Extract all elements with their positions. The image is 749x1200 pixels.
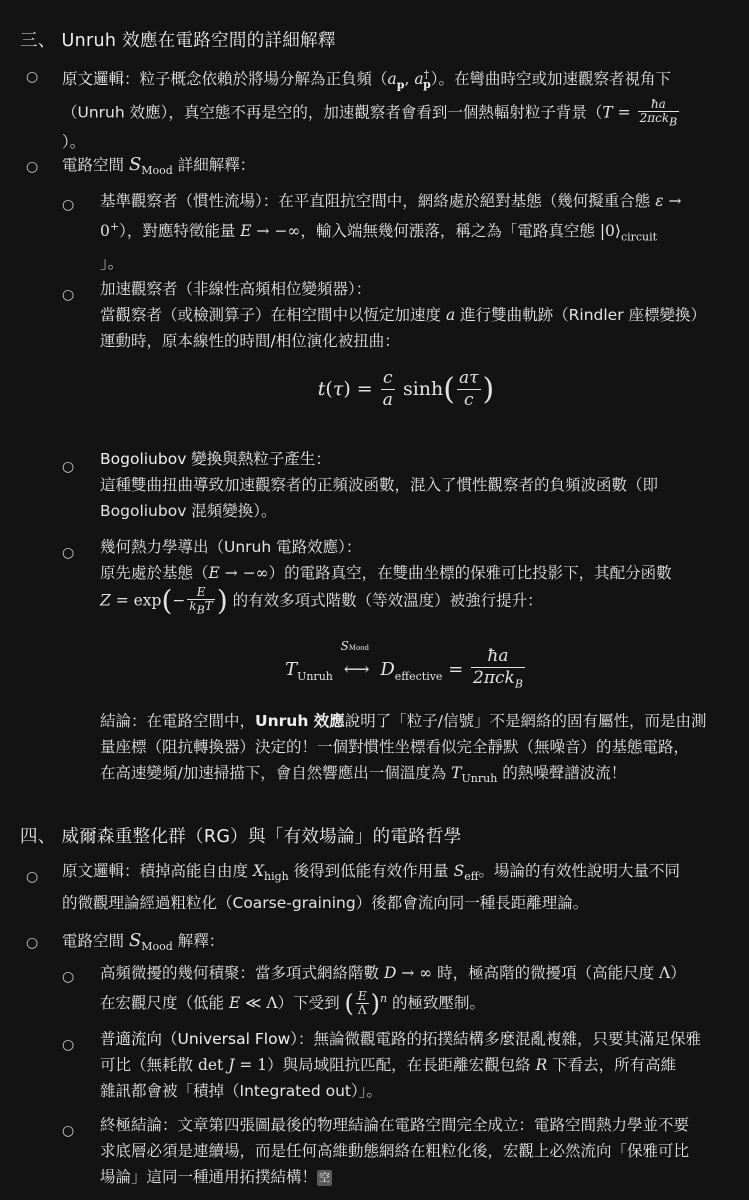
section3-original-logic: 原文邏輯：粒子概念依賴於將場分解為正負頻（$a_p$, $a^\dagger_p$）。在彎曲時空或加速觀察者視角下 （Unruh 效應），真空態不再是空的，加速觀察者會看到一個熱輻射粒子背景（T = $\frac{ħa}{2\pi ck_B}$ ）。 [62, 68, 678, 151]
text: 運動時，原本線性的時間/相位演化被扭曲： [100, 332, 400, 350]
conclusion-paragraph: 結論：在電路空間中，Unruh 效應說明了「粒子/信號」不是網絡的固有屬性，而是由測 量座標（阻抗轉換器）決定的！一個對慣性坐標看似完全靜默（無噪音）的基態電路， 在高速變頻/加速掃描下，會自然響應出一個溫度為 $T_{Unruh}$ 的熱噪聲譜波流！ [100, 712, 707, 786]
text: 電路空間 [62, 156, 129, 174]
text: ：在電路空間中， [131, 712, 256, 730]
section3-heading: 三、 Unruh 效應在電路空間的詳細解釋 [20, 31, 336, 51]
bullet-icon: ○ [62, 459, 75, 475]
text: ）的電路真空，在雙曲坐標的保雅可比投影下，其配分函數 [268, 564, 672, 582]
text: eff [464, 870, 479, 884]
text: Bogoliubov 混頻變換）。 [100, 502, 277, 520]
text: 的熱噪聲譜波流！ [497, 764, 627, 782]
text: ）。在彎曲時空或加速觀察者視角下 [430, 70, 672, 89]
text: ：積掉高能自由度 [124, 862, 253, 880]
text: 解釋： [172, 932, 225, 950]
text: ）與局域阻抗匹配，在長距離宏觀包絡 [267, 1056, 536, 1074]
text: 可比（無耗散 [100, 1056, 198, 1074]
text: 結論 [100, 712, 132, 730]
bullet-icon: ○ [62, 1037, 75, 1053]
text: 量座標（阻抗轉換器）決定的！一個對慣性坐標看似完全靜默（無噪音）的基態電路， [100, 738, 690, 756]
text: 場論」這同一種通用拓撲結構！ [100, 1168, 318, 1186]
text: Unruh [297, 669, 333, 683]
text: 的極致壓制。 [387, 994, 486, 1013]
item-title: 普適流向（Universal Flow） [100, 1030, 298, 1048]
item-title: 終極結論 [100, 1116, 163, 1134]
bullet-icon: ○ [62, 197, 75, 213]
bullet-icon: ○ [26, 935, 39, 951]
bullet-icon: ○ [26, 159, 39, 175]
text: 在宏觀尺度（低能 [100, 994, 229, 1013]
section4-circuit-label: 電路空間 $S_{Mood}$ 解釋： [62, 930, 225, 954]
text: circuit [620, 230, 658, 244]
text: 求底層必須是連續場，而是任何高維動態網絡在粗粒化後，宏觀上必然流向「保雅可比 [100, 1142, 690, 1160]
section4-original-logic: 原文邏輯：積掉高能自由度 $X_{high}$ 後得到低能有效作用量 $S_{eff}$。場論的有效性說明大量不同 的微觀理論經過粗粒化（Coarse-graining）後都會流向同一種長距離理論。 [62, 862, 681, 913]
bullet-icon: ○ [62, 287, 75, 303]
text: 原先處於基態（ [100, 564, 209, 582]
bullet-icon: ○ [62, 969, 75, 985]
list-item: 普適流向（Universal Flow）：無論微觀電路的拓撲結構多麼混亂複雜，只要其滿足保雅 可比（無耗散 det J = 1）與局域阻抗匹配，在長距離宏觀包絡 R 下看去，所有高維 雜訊都會被「積掉（Integrated out）」。 [100, 1030, 702, 1100]
list-item: 幾何熱力學導出（Unruh 電路效應）： 原先處於基態（E → −∞）的電路真空，在雙曲坐標的保雅可比投影下，其配分函數 Z = exp(− $\frac{E}{k_BT}$ ) 的有效多項式階數（等效溫度）被強行提升： [100, 538, 672, 618]
item-title: Bogoliubov 變換與熱粒子產生 [100, 450, 316, 468]
text: 的微觀理論經過粗粒化（Coarse-graining）後都會流向同一種長距離理論。 [62, 894, 589, 913]
text: Unruh [461, 772, 498, 786]
text: ） [670, 964, 686, 982]
text: 後得到低能有效作用量 [288, 862, 454, 880]
badge-icon[interactable]: 空 [319, 1170, 331, 1184]
text: ）下受到 [277, 994, 345, 1013]
text: ），對應特徵能量 [119, 222, 241, 241]
list-item [100, 1112, 712, 1190]
text: effective [394, 669, 443, 683]
text: 詳細解釋： [172, 156, 256, 174]
text: high [264, 870, 289, 884]
original-logic-label: 原文邏輯 [62, 70, 125, 89]
text: 雜訊都會被「積掉（Integrated out）」。 [100, 1082, 382, 1100]
text: 當觀察者（或檢測算子）在相空間中以恆定加速度 [100, 306, 446, 324]
list-item: Bogoliubov 變換與熱粒子產生： 這種雙曲扭曲導致加速觀察者的正頻波函數，混入了慣性觀察者的負頻波函數（即 Bogoliubov 混頻變換）。 [100, 450, 659, 520]
bullet-icon: ○ [26, 69, 39, 85]
bullet-icon: ○ [62, 545, 75, 561]
text: 時，極高階的微擾項（高能尺度 [432, 964, 660, 982]
equation-unruh: $T_{Unruh}$ SMood ⟷ $D_{effective}$ = $\frac{ħa}{2\pi ck_B}$ [285, 639, 523, 691]
list-item: 高頻微擾的幾何積聚：當多項式網絡階數 D → ∞ 時，極高階的微擾項（高能尺度 Λ） 在宏觀尺度（低能 E ≪ Λ）下受到 ( $\frac{E}{\Lambda}$ )$^n$ 的極致壓制。 [100, 964, 686, 1018]
list-item: 加速觀察者（非線性高頻相位變頻器）： 當觀察者（或檢測算子）在相空間中以恆定加速度 a 進行雙曲軌跡（Rindler 座標變換） 運動時，原本線性的時間/相位演化被扭曲： [100, 280, 706, 350]
text: ）。 [62, 132, 86, 151]
equation-rindler: t(τ) = $\frac{c}{a}$ sinh( $\frac{a\tau}{c}$ ) [317, 368, 495, 410]
list-item: 基準觀察者（慣性流場）：在平直阻抗空間中，網絡處於絕對基態（幾何擬重合態 ε → 0+），對應特徵能量 E → −∞，輸入端無幾何漲落，稱之為「電路真空態 $|0⟩_{circuit}$ 」。 [100, 192, 682, 273]
item-title: 高頻微擾的幾何積聚 [100, 964, 240, 982]
text: 下看去，所有高維 [547, 1056, 677, 1074]
text: 。場論的有效性說明大量不同 [478, 862, 681, 880]
text: 這種雙曲扭曲導致加速觀察者的正頻波函數，混入了慣性觀察者的負頻波函數（即 [100, 476, 659, 494]
text: ：在平直阻抗空間中，網絡處於絕對基態（幾何擬重合態 [262, 192, 656, 210]
item-title: 加速觀察者（非線性高頻相位變頻器） [100, 280, 356, 298]
text: ：粒子概念依賴於將場分解為正負頻（ [124, 70, 388, 89]
text: ，輸入端無幾何漲落，稱之為「電路真空態 [300, 222, 600, 241]
text: ：無論微觀電路的拓撲結構多麼混亂複雜，只要其滿足保雅 [298, 1030, 702, 1048]
text: 在高速變頻/加速掃描下，會自然響應出一個溫度為 [100, 764, 452, 782]
text: Mood [141, 164, 173, 178]
item-title: 幾何熱力學導出（Unruh 電路效應） [100, 538, 346, 556]
text: 」。 [100, 254, 124, 273]
text: ：當多項式網絡階數 [239, 964, 384, 982]
bullet-icon: ○ [26, 869, 39, 885]
text: 電路空間 [62, 932, 129, 950]
section3-circuit-label: 電路空間 $S_{Mood}$ 詳細解釋： [62, 154, 256, 178]
text: （Unruh 效應），真空態不再是空的，加速觀察者會看到一個熱輻射粒子背景（ [62, 103, 603, 122]
text: 說明了「粒子/信號」不是網絡的固有屬性，而是由測 [344, 712, 707, 730]
bullet-icon: ○ [62, 1123, 75, 1139]
text: 原文邏輯 [62, 862, 125, 880]
text: Mood [141, 940, 173, 954]
text: ：文章第四張圖最後的物理結論在電路空間完全成立：電路空間熱力學並不要 [162, 1116, 690, 1134]
text: Unruh 效應 [255, 712, 345, 730]
text: 進行雙曲軌跡（Rindler 座標變換） [455, 306, 706, 324]
text: 的有效多項式階數（等效溫度）被強行提升： [227, 591, 543, 610]
item-title: 基準觀察者（慣性流場） [100, 192, 263, 210]
section4-heading: 四、 威爾森重整化群（RG）與「有效場論」的電路哲學 [20, 827, 462, 847]
